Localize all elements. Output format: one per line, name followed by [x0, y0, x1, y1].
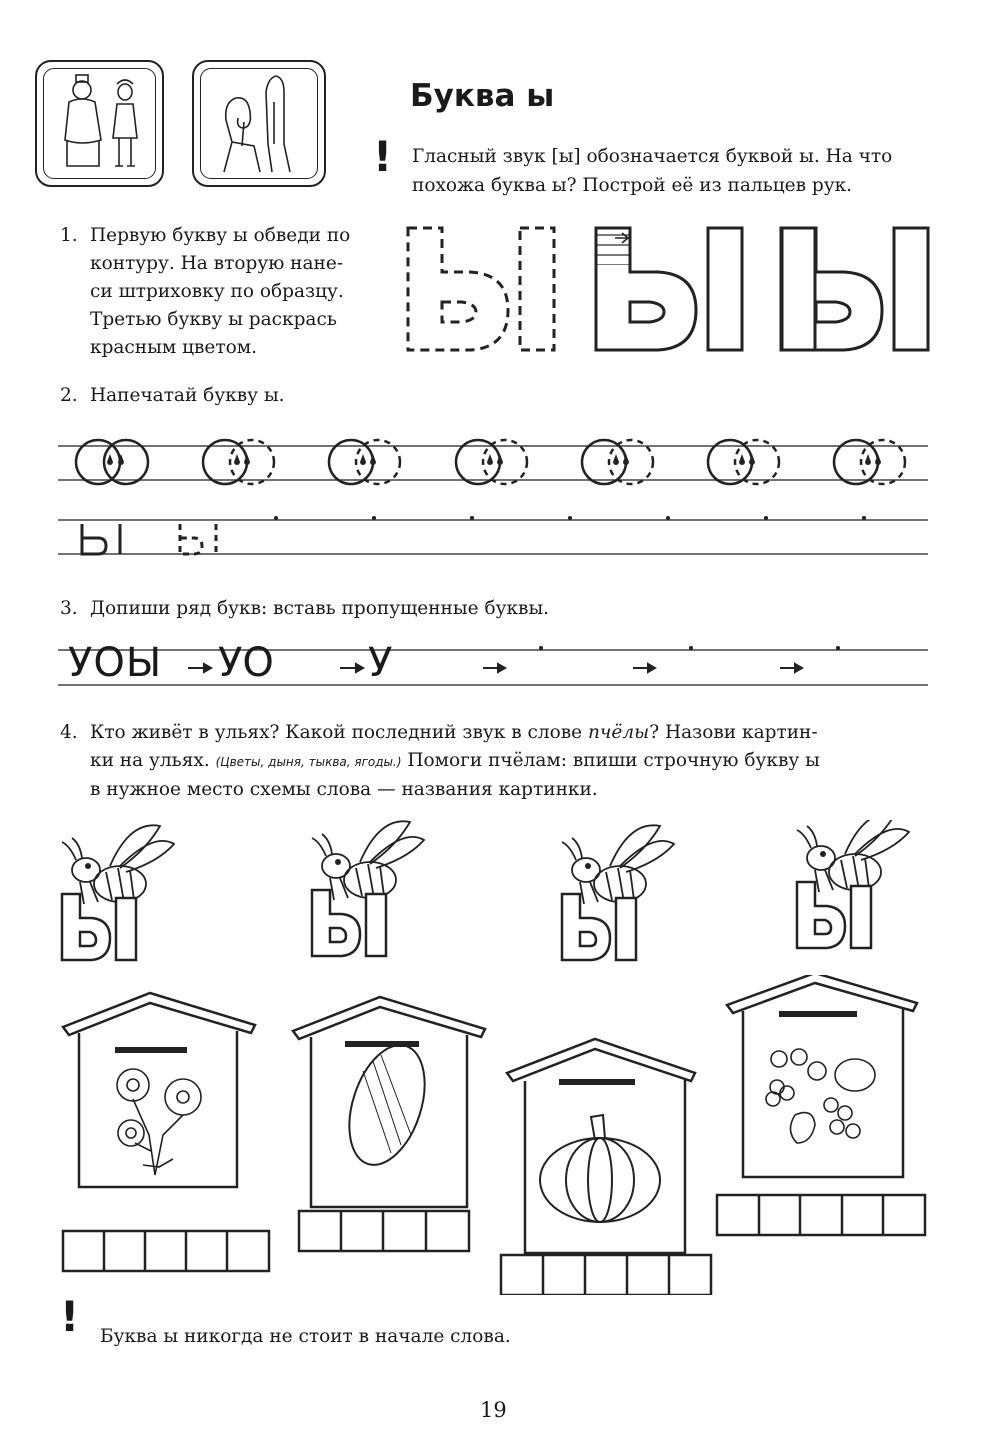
task-4-line-3: в нужное место схемы слова — названия картинки. [90, 779, 598, 800]
attention-mark: ! [373, 132, 393, 181]
task-4-number: 4. [60, 722, 78, 743]
illustration-box-hands [192, 60, 326, 187]
task-2-text: Напечатай букву ы. [90, 385, 285, 406]
note-attention-mark: ! [60, 1292, 80, 1341]
page-number: 19 [480, 1398, 507, 1422]
task-1-number: 1. [60, 225, 78, 246]
berries-picture [766, 1049, 875, 1143]
merchant-boy-picture [37, 62, 162, 185]
task-1-line: контуру. На вторую нане- [90, 253, 344, 274]
task-4-italic-word: пчёлы [587, 722, 650, 743]
illustration-box-people [35, 60, 164, 187]
task-1-line: Первую букву ы обведи по [90, 225, 351, 246]
task-1-instructions [90, 222, 350, 362]
flowers-picture [117, 1069, 201, 1175]
task-4-line-1a: Кто живёт в ульях? Какой последний звук в слове [90, 722, 588, 743]
task-3-writing-lines [58, 640, 938, 700]
task-4-text [90, 719, 930, 804]
intro-line-1: Гласный звук [ы] обозначается буквой ы. На что [412, 146, 893, 167]
task-3-number: 3. [60, 598, 78, 619]
melon-picture [336, 1036, 439, 1175]
sequence-part-3: У [368, 640, 393, 686]
task-4-hint: (Цветы, дыня, тыква, ягоды.) [215, 755, 402, 769]
big-letters-outline [400, 220, 960, 360]
hives-row [55, 975, 955, 1295]
sequence-part-1: УОЫ [68, 640, 163, 686]
task-4-line-2b: Помоги пчёлам: впиши строчную букву ы [401, 750, 820, 771]
task-3-text: Допиши ряд букв: вставь пропущенные буквы. [90, 598, 550, 619]
sequence-part-2: УО [218, 640, 274, 686]
task-1-line: си штриховку по образцу. [90, 281, 344, 302]
task-4-line-2a: ки на ульях. [90, 750, 216, 771]
task-2-writing-lines [58, 430, 938, 580]
task-2-number: 2. [60, 385, 78, 406]
hands-letter-picture [194, 62, 324, 185]
intro-line-2: похожа буква ы? Построй её из пальцев рук. [412, 175, 853, 196]
page-title: Буква ы [410, 78, 555, 114]
note-text: Буква ы никогда не стоит в начале слова. [100, 1326, 511, 1347]
task-1-line: Третью букву ы раскрась [90, 309, 337, 330]
pumpkin-picture [540, 1115, 660, 1222]
bees-row [50, 820, 970, 970]
task-1-line: красным цветом. [90, 337, 258, 358]
task-4-line-1b: ? Назови картин- [649, 722, 818, 743]
